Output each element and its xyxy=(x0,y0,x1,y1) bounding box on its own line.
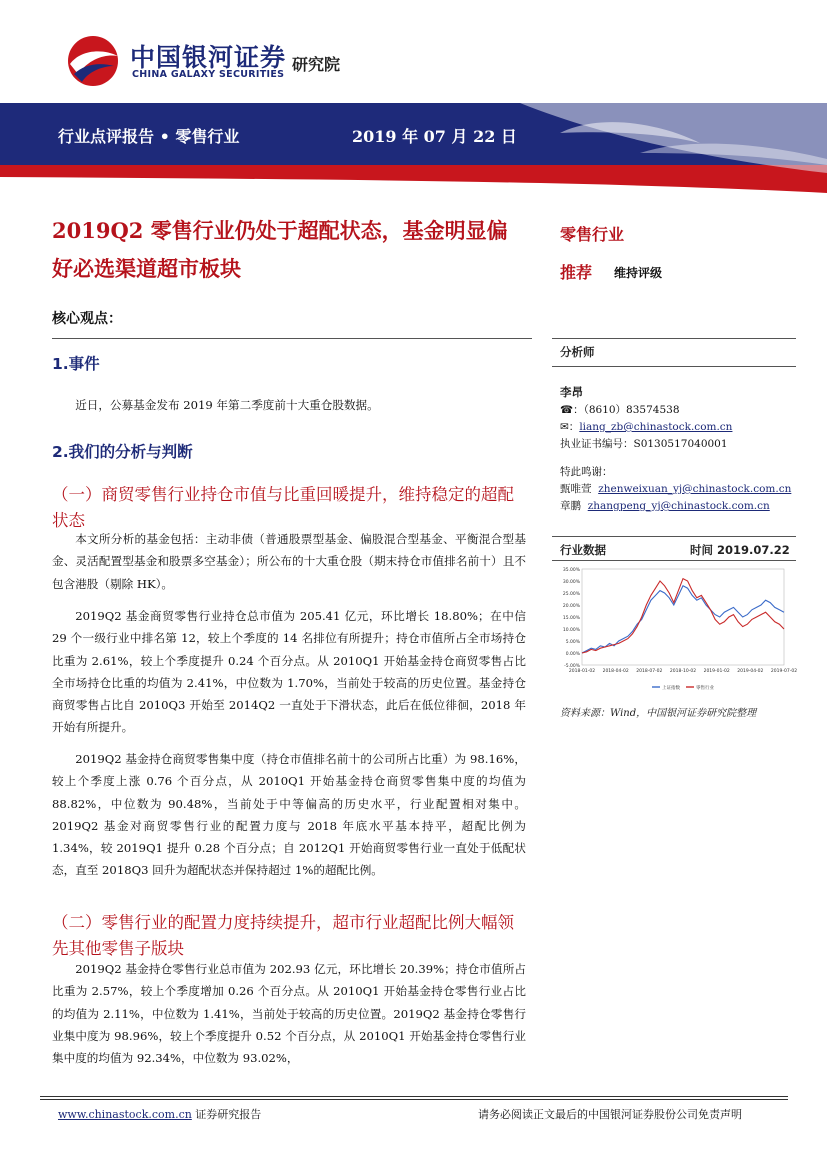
y-tick-label: 10.00% xyxy=(562,628,580,633)
institute-label: 研究院 xyxy=(292,55,341,74)
report-date: 2019 年 07 月 22 日 xyxy=(352,127,517,146)
thanks-row xyxy=(560,481,791,498)
analyst-email[interactable]: liang_zb@chinastock.com.cn xyxy=(579,421,733,433)
y-tick-label: 0.00% xyxy=(565,652,580,657)
series-line-1 xyxy=(582,586,784,653)
divider xyxy=(552,338,796,339)
paragraph-2: 2019Q2 基金商贸零售行业持仓总市值为 205.41 亿元，环比增长 18.80%；在中信 29 个一级行业中排名第 12，较上个季度的 14 名排位有所提升；持仓市值所占全市场持仓比重为 2.61%，较上个季度提升 0.24 个百分点。从 2010Q1 开始基金持仓商贸零售占比全市场持仓比重的均值为 2.41%，中位数为 1.70%，当前处于较高的历史位置。基金持仓商贸零售占比自 2010Q3 开始至 2014Q2 一直处于下滑状态，此后在低位徘徊，2018 年开始有所提升。 xyxy=(52,609,526,735)
divider xyxy=(552,366,796,367)
report-title: 2019Q2 零售行业仍处于超配状态，基金明显偏好必选渠道超市板块 xyxy=(52,218,508,281)
series-line-2 xyxy=(582,579,784,653)
x-tick-label: 2019-04-02 xyxy=(737,669,764,674)
paragraph-1: 本文所分析的基金包括：主动非债（普通股票型基金、偏股混合型基金、平衡混合型基金、灵活配置型基金和股票多空基金）；所公布的十大重仓股（期末持仓市值排名前十）且不包含港股（剔除 HK）。 xyxy=(52,532,526,591)
rating: 推荐 xyxy=(560,263,593,282)
website-link[interactable]: www.chinastock.com.cn xyxy=(58,1108,192,1121)
subsection-heading-2: （二）零售行业的配置力度持续提升，超市行业超配比例大幅领先其他零售子版块 xyxy=(52,913,514,958)
y-tick-label: 25.00% xyxy=(562,592,580,597)
analyst-license: 执业证书编号：S0130517040001 xyxy=(560,438,728,450)
y-tick-label: 35.00% xyxy=(562,568,580,573)
legend-label: 上证指数 xyxy=(662,686,680,691)
chart-plot-area xyxy=(582,569,784,665)
thanks-label: 特此鸣谢： xyxy=(560,466,613,478)
y-tick-label: 30.00% xyxy=(562,580,580,585)
section-heading-event: 1.事件 xyxy=(52,355,100,373)
market-chart xyxy=(556,563,798,695)
report-type: 行业点评报告 • 零售行业 xyxy=(58,127,240,146)
event-text: 近日，公募基金发布 2019 年第二季度前十大重仓股数据。 xyxy=(75,398,379,412)
thanks-name: 章鹏 xyxy=(560,500,581,512)
core-view-label: 核心观点： xyxy=(52,311,122,327)
x-tick-label: 2018-04-02 xyxy=(602,669,629,674)
x-tick-label: 2018-10-02 xyxy=(669,669,697,674)
analyst-email-row xyxy=(560,419,732,436)
paragraph-4: 2019Q2 基金持仓零售行业总市值为 202.93 亿元，环比增长 20.39%；持仓市值所占比重为 2.57%，较上个季度增加 0.26 个百分点。从 2010Q1 开始基金持仓零售行业占比的均值为 2.11%，中位数为 1.41%，当前处于较高的历史位置。2019Q2 基金持仓零售行业集中度为 98.96%，较上个季度提升 0.52 个百分点，从 2010Q1 开始基金持仓零售行业集中度的均值为 92.34%，中位数为 93.02%， xyxy=(52,962,526,1066)
paragraph-3: 2019Q2 基金持仓商贸零售集中度（持仓市值排名前十的公司所占比重）为 98.16%，较上个季度上涨 0.76 个百分点，从 2010Q1 开始基金持仓商贸零售集中度的均值为 88.82%，中位数为 90.48%，当前处于中等偏高的历史水平，行业配置相对集中。2019Q2 基金对商贸零售行业的配置力度与 2018 年底水平基本持平，超配比例为 1.34%，较 2019Q1 提升 0.28 个百分点；自 2012Q1 开始商贸零售行业一直处于低配状态，直至 2018Q3 回升为超配状态并保持超过 1%的超配比例。 xyxy=(52,752,526,878)
y-tick-label: 5.00% xyxy=(565,640,580,645)
sector-name: 零售行业 xyxy=(560,225,625,244)
rating-note: 维持评级 xyxy=(614,266,663,280)
company-name-cn: 中国银河证券 xyxy=(130,43,287,72)
footer-rule xyxy=(40,1099,788,1100)
y-tick-label: 15.00% xyxy=(562,616,580,621)
divider xyxy=(52,338,532,339)
email-icon: ✉： xyxy=(560,421,580,433)
analyst-phone: ☎：（8610）83574538 xyxy=(560,404,680,416)
footer-disclaimer: 请务必阅读正文最后的中国银河证券股份公司免责声明 xyxy=(478,1108,742,1121)
analyst-label: 分析师 xyxy=(560,345,595,359)
y-tick-label: 20.00% xyxy=(562,604,580,609)
thanks-name: 甄唯萱 xyxy=(560,483,592,495)
footer-rule xyxy=(40,1096,788,1097)
subsection-heading-1: （一）商贸零售行业持仓市值与比重回暖提升，维持稳定的超配状态 xyxy=(52,485,514,530)
company-name-en: CHINA GALAXY SECURITIES xyxy=(132,69,285,80)
thanks-row xyxy=(560,498,770,515)
chart-source: 资料来源：Wind，中国银河证券研究院整理 xyxy=(560,708,757,719)
x-tick-label: 2018-01-02 xyxy=(568,669,596,674)
market-data-label: 行业数据 xyxy=(560,543,606,557)
legend-label: 零售行业 xyxy=(696,686,714,691)
x-tick-label: 2019-01-02 xyxy=(703,669,730,674)
galaxy-logo xyxy=(66,34,120,88)
divider xyxy=(552,560,796,561)
y-tick-label: -5.00% xyxy=(564,664,580,669)
section-heading-analysis: 2.我们的分析与判断 xyxy=(52,443,193,461)
header-banner xyxy=(0,103,827,193)
x-tick-label: 2019-07-02 xyxy=(770,669,798,674)
divider xyxy=(552,536,796,537)
analyst-name: 李昂 xyxy=(560,385,583,399)
thanks-email[interactable]: zhangpeng_yj@chinastock.com.cn xyxy=(587,500,770,512)
x-tick-label: 2018-07-02 xyxy=(636,669,663,674)
thanks-email[interactable]: zhenweixuan_yj@chinastock.com.cn xyxy=(598,483,792,495)
market-data-date: 时间 2019.07.22 xyxy=(690,543,790,557)
footer-left-text: 证券研究报告 xyxy=(191,1108,262,1121)
footer-left xyxy=(58,1106,261,1122)
